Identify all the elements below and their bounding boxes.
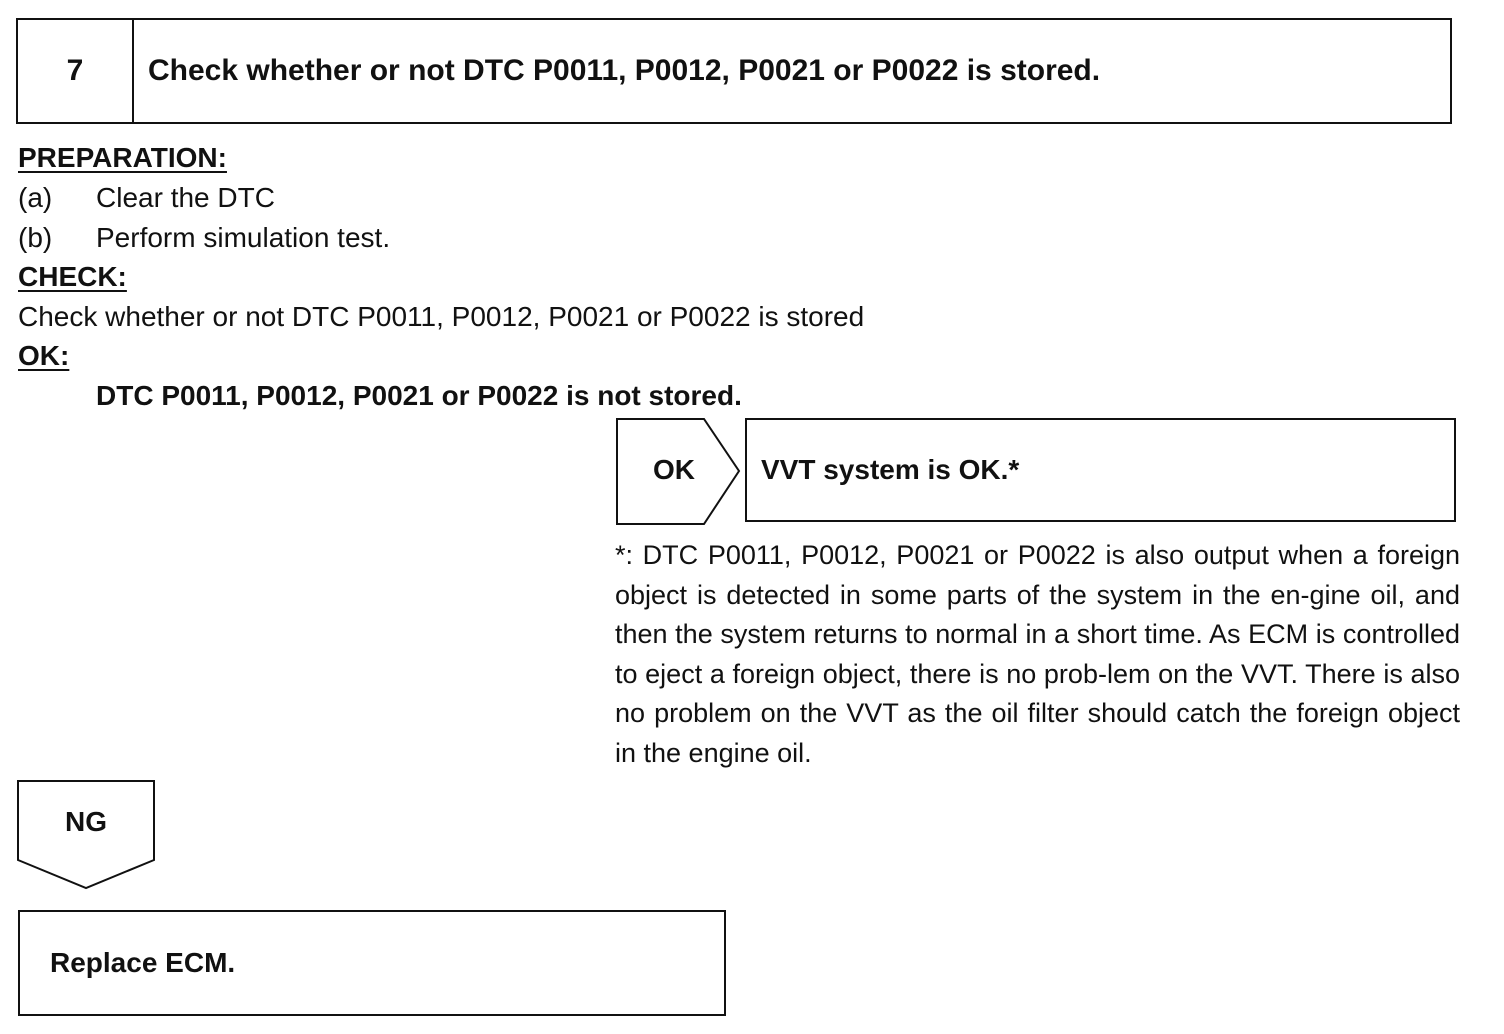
- preparation-item-b-label: (b): [18, 222, 53, 253]
- ok-spec-text: DTC P0011, P0012, P0021 or P0022 is not stored.: [96, 380, 742, 411]
- ng-arrow-label: NG: [65, 806, 107, 837]
- ng-result-text: Replace ECM.: [50, 947, 236, 978]
- preparation-heading: PREPARATION:: [18, 142, 227, 173]
- check-heading: CHECK:: [18, 261, 127, 292]
- ng-result-box: [18, 910, 726, 1016]
- ok-result-box: [745, 418, 1456, 522]
- preparation-item-a-label: (a): [18, 182, 53, 213]
- ok-heading: OK:: [18, 340, 70, 371]
- check-text: Check whether or not DTC P0011, P0012, P0021 or P0022 is stored: [18, 301, 865, 332]
- step-header: [16, 18, 1452, 124]
- ok-arrow-label: OK: [653, 454, 695, 485]
- preparation-item-b-text: Perform simulation test.: [96, 222, 391, 253]
- step-number: 7: [18, 20, 134, 122]
- ok-footnote: *: DTC P0011, P0012, P0021 or P0022 is also output when a foreign object is detected in some parts of the system in the en-gine oil, and then the system returns to normal in a short time. As ECM is controlled to eject a foreign object, there is no prob-lem on the VVT. There is also no problem on the VVT as the oil filter should catch the foreign object in the engine oil.: [615, 540, 1460, 768]
- step-title: Check whether or not DTC P0011, P0012, P0021 or P0022 is stored.: [148, 54, 1101, 87]
- ok-result-text: VVT system is OK.*: [761, 454, 1020, 485]
- preparation-item-a-text: Clear the DTC: [96, 182, 275, 213]
